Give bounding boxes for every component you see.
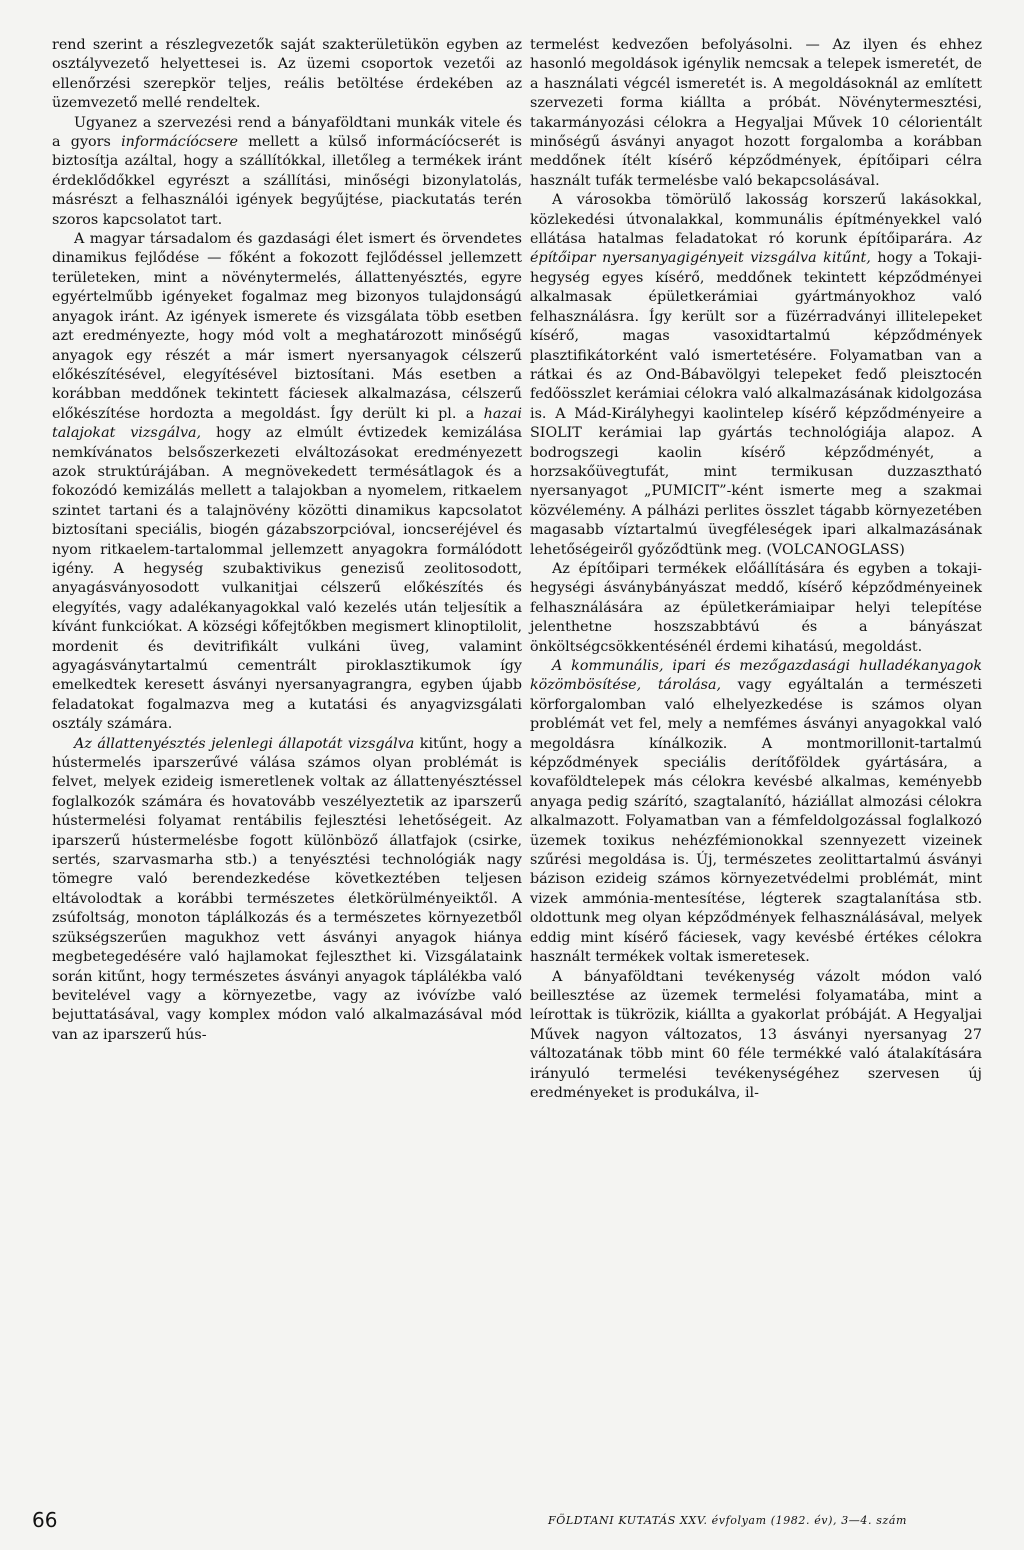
paragraph: [52, 735, 522, 1046]
emphasis: Az építőipar nyersanyagigényeit vizsgálva kitűnt,: [530, 231, 982, 267]
text-run: hogy az elmúlt évtizedek kemizálása nemkívánatos belsőszerkezeti elváltozásokat eredményezett azok struktúrájában. A megnövekedett termésátlagok és a fokozódó kemizálás mellett a talajokban a nyomelem, ritkaelem szintet tartani és a talajnövény közötti dinamikus kapcsolatot biztosítani speciális, biogén gázabszorpcióval, ioncseréjével és nyom ritkaelem-tartalommal jellemzett anyagokra formálódott igény. A hegység szubaktivikus genezisű zeolitosodott, anyagásványosodott vulkanitjai célszerű előkészítés és elegyítés, vagy adalékanyagokkal való kezelés után teljesítik a kívánt funkciókat. A községi kőfejtőkben megismert klinoptilolit, mordenit és devitrifikált vulkáni üveg, valamint agyagásványtartalmú cementrált piroklasztikumok így emelkedtek keresett ásványi nyersanyagrangra, egyben újabb feladatokat fogalmazva meg a kutatási és anyagvizsgálati osztály számára.: [52, 425, 522, 733]
paragraph: rend szerint a részlegvezetők saját szakterületükön egyben az osztályvezető helyettesei is. Az üzemi csoportok vezetői az ellenőrzési szerepkör teljes, reális betöltése érdekében az üzemvezető mellé rendeltek.: [52, 37, 522, 112]
paragraph: [530, 657, 982, 968]
paragraph: [52, 114, 522, 230]
text-run: hogy a Tokaji-hegység egyes kísérő, meddőnek tekintett képződményei alkalmasak épületkerámiai gyártmányokhoz való felhasználásra. Így került sor a füzérradványi illitelepeket kísérő, magas vasoxidtartalmú képződmények plasztifikátorként való ismertetésére. Folyamatban van a rátkai és az Ond-Bábavölgyi telepeket fedő pleisztocén fedőösszlet kerámiai célokra való alkalmazásának kidolgozása is. A Mád-Királyhegyi kaolintelep kísérő képződményeire a SIOLIT kerámiai lap gyártás technológiája alapoz. A bodrogszegi kaolin kísérő képződményét, a horzsakőüvegtufát, mint termikusan duzzasztható nyersanyagot „PUMICIT”-ként ismerte meg a szakmai közvélemény. A pálházi perlites összlet tágabb környezetében magasabb víztartalmú üvegféleségek ipari alkalmazásának lehetőségeiről győződtünk meg. (VOLCANOGLASS): [530, 250, 982, 558]
text-run: A magyar társadalom és gazdasági élet ismert és örvendetes dinamikus fejlődése — főként a fokozott fejlődéssel jellemzett területeken, mint a növénytermelés, állattenyésztés, egyre egyértelműbb igényeket fogalmaz meg bizonyos tulajdonságú anyagok iránt. Az igények ismerete és vizsgálata több esetben azt eredményezte, hogy mód volt a meghatározott minőségű anyagok egy részét a már ismert nyersanyagok célszerű előkészítésével, elegyítésével biztosítani. Más esetben a korábban meddőnek tekintett fáciesek alkalmazása, célszerű előkészítése hordozta a megoldást. Így derült ki pl. a: [52, 231, 522, 422]
paragraph: termelést kedvezően befolyásolni. — Az ilyen és ehhez hasonló megoldások igénylik nemcsak a telepek ismeretét, de a használati végcél ismeretét is. A megoldásoknál az említett szervezeti forma kiállta a próbát. Növénytermesztési, takarmányozási célokra a Hegyaljai Művek 10 célorientált minőségű ásványi anyagot hozott forgalomba a korábban meddőnek ítélt kísérő képződmények, építőipari célra használt tufák termelésbe való bekapcsolásával.: [530, 37, 982, 189]
emphasis: Az állattenyésztés jelenlegi állapotát vizsgálva: [74, 735, 415, 752]
emphasis: informácíócsere: [121, 134, 238, 151]
right-column: [530, 36, 982, 1103]
journal-reference: FÖLDTANI KUTATÁS XXV. évfolyam (1982. év), 3—4. szám: [548, 1514, 908, 1527]
page-footer: [0, 1508, 1024, 1538]
paragraph: A bányaföldtani tevékenység vázolt módon való beillesztése az üzemek termelési folyamatába, mint a leírottak is tükrözik, kiállta a gyakorlat próbáját. A Hegyaljai Művek nagyon változatos, 13 ásványi nyersanyag 27 változatának több mint 60 féle termékké való átalakítására irányuló termelési tevékenységéhez szervesen új eredményeket is produkálva, il-: [530, 968, 982, 1101]
text-run: vagy egyáltalán a természeti körforgalomban való elhelyezkedése is számos olyan problémát vet fel, mely a nemfémes ásványi anyagokkal való megoldásra kínálkozik. A montmorillonit-tartalmú képződmények speciális derítőföldek gyártására, a kovaföldtelepek más célokra kevésbé alkalmas, keményebb anyaga pedig szárító, szagtalanító, háziállat almozási célokra alkalmazott. Folyamatban van a fémfeldolgozással foglalkozó üzemek toxikus nehézfémionokkal szennyezett vizeinek szűrési megoldása is. Új, természetes zeolittartalmú ásványi bázison ezideig számos környezetvédelmi problémát, mint vizek ammónia-mentesítése, légterek szagtalanítása stb. oldottunk meg olyan képződmények felhasználásával, melyek eddig mint kísérő fáciesek, vagy kevésbé értékes célokra használt termékek voltak ismeretesek.: [530, 677, 982, 966]
paragraph: [52, 230, 522, 735]
left-column: [52, 36, 522, 1045]
text-run: Ugyanez a szervezési rend a bányaföldtani munkák vitele és a gyors: [52, 114, 522, 151]
paragraph: Az építőipari termékek előállítására és egyben a tokaji-hegységi ásványbányászat meddő, kísérő képződményeinek felhasználására az épületkerámiaipar helyi telepítése jelenthetne hoszszabbtávú és a bányászat önköltségcsökkentésénél érdemi kihatású, megoldást.: [530, 560, 982, 655]
paragraph: [530, 191, 982, 560]
page-number: 66: [32, 1508, 58, 1532]
emphasis: A kommunális, ipari és mezőgazdasági hulladékanyagok közömbösítése, tárolása,: [530, 658, 982, 694]
text-run: kitűnt, hogy a hústermelés iparszerűvé válása számos olyan problémát is felvet, melyek ezideig ismeretlenek voltak az állattenyésztéssel foglalkozók számára és hovatovább veszélyeztetik az iparszerű hústermelési folyamat rentábilis fejlesztési lehetőségeit. Az iparszerű hústermelésbe fogott különböző állatfajok (csirke, sertés, szarvasmarha stb.) a tenyésztési technológiák nagy tömegre való berendezkedése következtében teljesen eltávolodtak a korábbi természetes életkörülményeiktől. A zsúfoltság, monoton táplálkozás és a természetes környezetből szükségszerűen magukhoz vett ásványi anyagok hiánya megbetegedésére való hajlamokat fejleszthet ki. Vizsgálataink során kitűnt, hogy természetes ásványi anyagok táplálékba való bevitelével vagy a környezetbe, vagy az ivóvízbe való bejuttatásával, vagy komplex módon való alkalmazásával mód van az iparszerű hús-: [52, 735, 522, 1043]
text-run: mellett a külső informácíócserét is biztosítja azáltal, hogy a szállítókkal, illetőleg a termékek iránt érdeklődőkkel egyrészt a szállítási, minőségi bizonylatolás, másrészt a felhasználói igények begyűjtése, piackutatás terén szoros kapcsolatot tart.: [52, 134, 522, 228]
emphasis: hazai talajokat vizsgálva,: [52, 405, 522, 442]
text-run: A városokba tömörülő lakosság korszerű lakásokkal, közlekedési útvonalakkal, kommunális építményekkel való ellátása hatalmas feladatokat ró korunk építőiparára.: [530, 192, 982, 248]
